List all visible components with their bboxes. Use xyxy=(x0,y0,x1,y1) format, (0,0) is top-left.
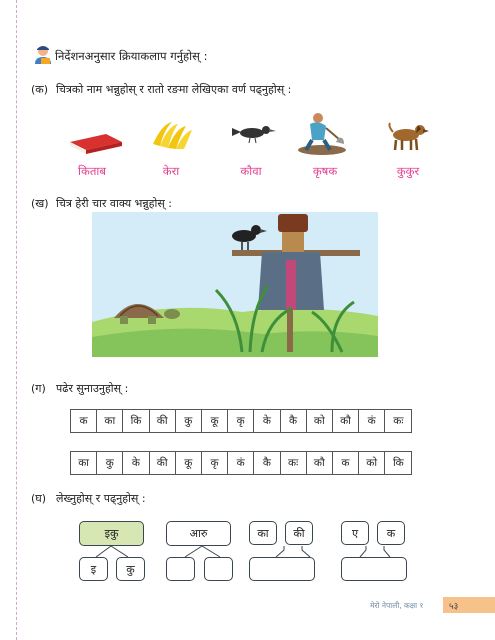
syllable-cell: कू xyxy=(176,452,202,474)
word-crow: कौवा xyxy=(240,164,262,178)
syllable-cell: कि xyxy=(123,410,149,432)
scarecrow-scene-picture xyxy=(92,212,378,357)
split-syllable-box: कु xyxy=(116,557,145,581)
book-picture xyxy=(66,126,124,156)
syllable-cell: का xyxy=(71,452,97,474)
syllable-cell: कु xyxy=(97,452,123,474)
syllable-cell: कौ xyxy=(333,410,359,432)
syllable-cell: की xyxy=(150,410,176,432)
answer-box[interactable] xyxy=(166,557,195,581)
page-number: ५३ xyxy=(443,597,495,613)
student-reading-icon xyxy=(33,44,53,64)
bananas-picture xyxy=(150,118,194,152)
syllable-cell: कौ xyxy=(307,452,333,474)
syllable-cell: क xyxy=(71,410,97,432)
syllable-cell: के xyxy=(123,452,149,474)
syllable-cell: कि xyxy=(392,457,404,469)
compound-syllable-box: आरु xyxy=(166,521,231,546)
section-gha-label: (घ) xyxy=(31,492,47,505)
footer-book-title: मेरो नेपाली, कक्षा १ xyxy=(370,601,424,610)
syllable-cell: कै xyxy=(281,410,307,432)
syllable-cell: को xyxy=(307,410,333,432)
syllable-row-1 xyxy=(70,409,412,433)
word-farmer: कृषक xyxy=(312,164,338,178)
syllable-box: क xyxy=(377,521,405,545)
syllable-cell: के xyxy=(254,410,280,432)
section-kha-label: (ख) xyxy=(31,197,49,210)
syllable-box: का xyxy=(249,521,277,545)
syllable-cell: कू xyxy=(202,410,228,432)
syllable-cell: क xyxy=(333,452,359,474)
section-kha-instruction: चित्र हेरी चार वाक्य भन्नुहोस् : xyxy=(56,197,172,210)
syllable-cell: की xyxy=(150,452,176,474)
syllable-cell: कृ xyxy=(202,452,228,474)
answer-box[interactable] xyxy=(204,557,233,581)
answer-box[interactable] xyxy=(249,557,315,581)
syllable-row-2 xyxy=(70,451,412,475)
section-ka-label: (क) xyxy=(31,83,49,96)
word-book: किताब xyxy=(78,164,106,178)
section-gha-instruction: लेख्नुहोस् र पढ्नुहोस् : xyxy=(56,492,146,505)
syllable-cell: को xyxy=(359,452,385,474)
syllable-cell: कं xyxy=(359,410,385,432)
syllable-cell: कः xyxy=(393,415,404,427)
word-banana: केरा xyxy=(162,164,180,178)
dog-picture xyxy=(386,120,430,152)
section-ga-label: (ग) xyxy=(31,382,46,395)
page-heading: निर्देशनअनुसार क्रियाकलाप गर्नुहोस् : xyxy=(55,49,208,63)
farmer-picture xyxy=(296,110,348,156)
syllable-cell: कु xyxy=(176,410,202,432)
answer-box[interactable] xyxy=(341,557,407,581)
syllable-box: ए xyxy=(341,521,369,545)
compound-syllable-box: इकु xyxy=(79,521,144,546)
syllable-cell: कृ xyxy=(228,410,254,432)
word-dog: कुकुर xyxy=(396,164,420,178)
syllable-cell: कं xyxy=(228,452,254,474)
syllable-box: की xyxy=(285,521,313,545)
syllable-cell: का xyxy=(97,410,123,432)
section-ka-instruction: चित्रको नाम भन्नुहोस् र रातो रङमा लेखिएका वर्ण पढ्नुहोस् : xyxy=(56,83,292,96)
crow-picture xyxy=(232,122,278,144)
section-ga-instruction: पढेर सुनाउनुहोस् : xyxy=(56,382,129,395)
syllable-cell: कै xyxy=(254,452,280,474)
margin-line xyxy=(16,0,17,640)
split-syllable-box: इ xyxy=(79,557,108,581)
syllable-cell: कः xyxy=(281,452,307,474)
